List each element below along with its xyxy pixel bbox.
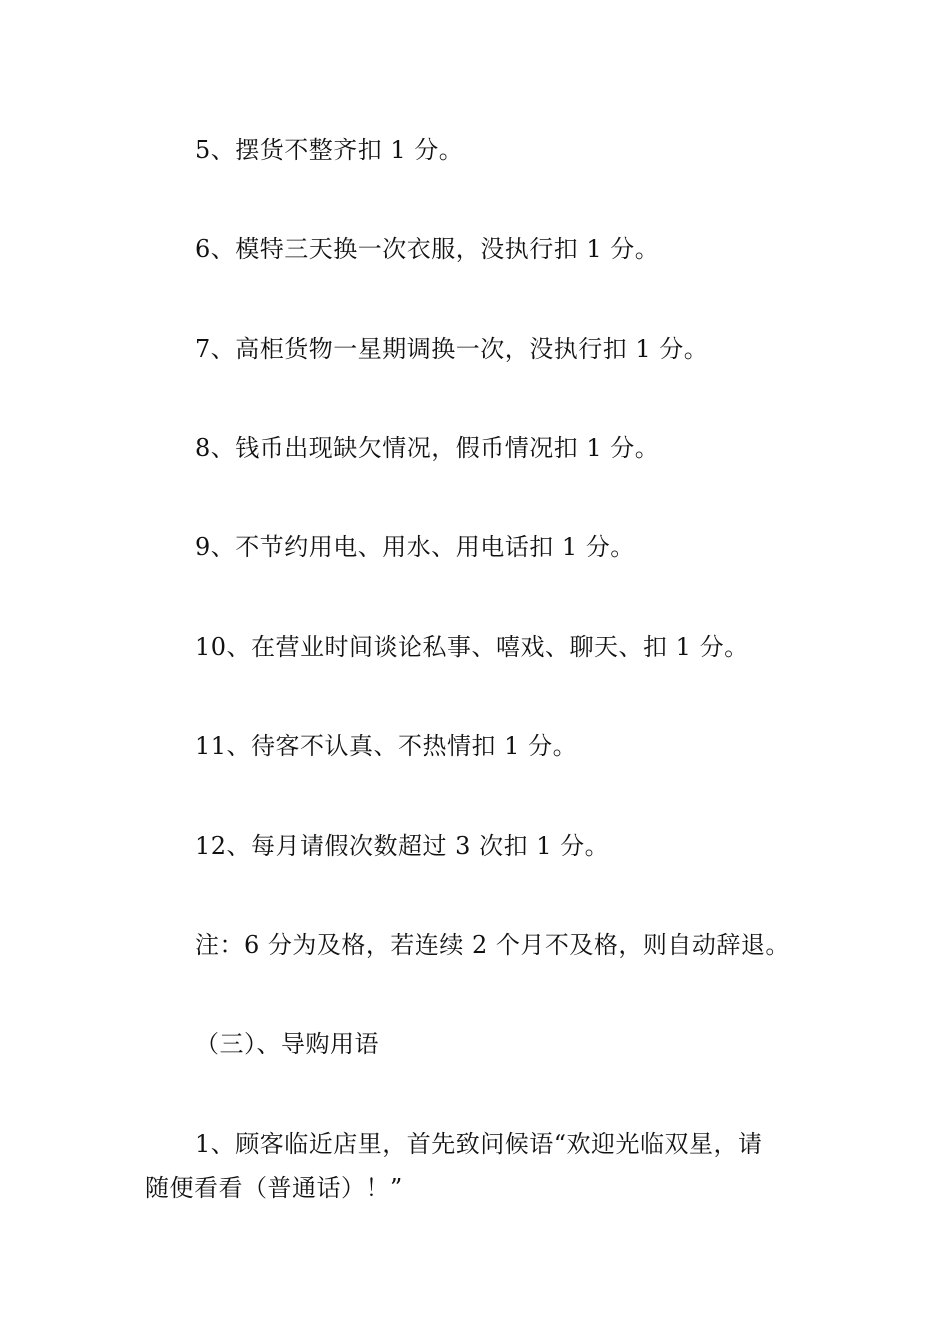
rule-item-5: 5、摆货不整齐扣 1 分。 xyxy=(195,136,464,164)
guide-paragraph-1-line-2: 随便看看（普通话）！” xyxy=(145,1174,403,1202)
section-heading: （三）、导购用语 xyxy=(195,1030,379,1058)
rule-item-10: 10、在营业时间谈论私事、嘻戏、聊天、扣 1 分。 xyxy=(195,633,749,661)
rule-item-7: 7、高柜货物一星期调换一次，没执行扣 1 分。 xyxy=(195,335,709,363)
rule-item-12: 12、每月请假次数超过 3 次扣 1 分。 xyxy=(195,832,610,860)
rule-item-6: 6、模特三天换一次衣服，没执行扣 1 分。 xyxy=(195,235,660,263)
guide-paragraph-1-line-1: 1、顾客临近店里，首先致问候语“欢迎光临双星，请 xyxy=(195,1130,763,1158)
rule-item-8: 8、钱币出现缺欠情况，假币情况扣 1 分。 xyxy=(195,434,660,462)
scoring-note: 注：6 分为及格，若连续 2 个月不及格，则自动辞退。 xyxy=(195,931,790,959)
rule-item-11: 11、待客不认真、不热情扣 1 分。 xyxy=(195,732,578,760)
guide-paragraph-1 xyxy=(145,1122,815,1210)
rule-item-9: 9、不节约用电、用水、用电话扣 1 分。 xyxy=(195,533,635,561)
